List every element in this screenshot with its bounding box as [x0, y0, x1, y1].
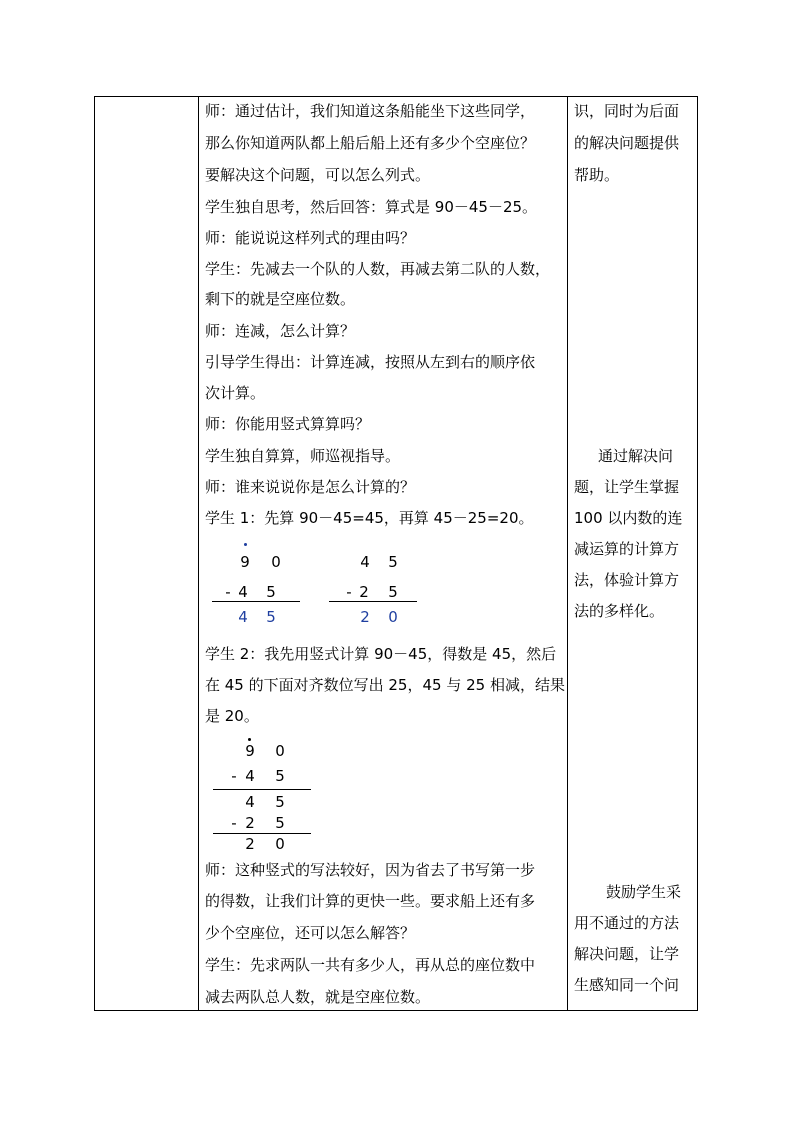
digit: 4 — [238, 583, 248, 601]
digit: 5 — [275, 814, 285, 832]
minus-sign: - — [346, 583, 352, 601]
digit: 5 — [388, 553, 398, 571]
digit: 0 — [271, 553, 281, 571]
note-line: 题，让学生掌握 — [574, 478, 680, 496]
note-line: 帮助。 — [574, 166, 620, 184]
sum-line — [329, 601, 417, 602]
note-line: 用不通过的方法 — [574, 914, 680, 932]
digit: 2 — [245, 835, 255, 853]
note-line: 法的多样化。 — [574, 602, 665, 620]
digit: 5 — [275, 793, 285, 811]
text-line: 学生 2：我先用竖式计算 90－45，得数是 45，然后 — [205, 645, 557, 663]
digit: 0 — [275, 835, 285, 853]
text-line: 学生：先减去一个队的人数，再减去第二队的人数， — [205, 260, 551, 278]
note-line: 法，体验计算方 — [574, 571, 680, 589]
digit: 2 — [359, 583, 369, 601]
text-line: 师：连减，怎么计算？ — [205, 322, 356, 340]
digit: 5 — [388, 583, 398, 601]
text-line: 在 45 的下面对齐数位写出 25，45 与 25 相减，结果 — [205, 676, 565, 694]
note-line: 识，同时为后面 — [574, 102, 680, 120]
text-line: 师：能说说这样列式的理由吗？ — [205, 229, 416, 247]
sum-line — [212, 601, 300, 602]
text-line: 师：通过估计，我们知道这条船能坐下这些同学， — [205, 102, 536, 120]
sum-line — [213, 789, 311, 790]
note-line: 鼓励学生采 — [606, 883, 682, 901]
digit: 9 — [240, 553, 250, 571]
sum-line — [213, 833, 311, 834]
text-line: 引导学生得出：计算连减，按照从左到右的顺序依 — [205, 353, 536, 371]
digit: 4 — [360, 553, 370, 571]
carry-dot — [244, 543, 247, 546]
minus-sign: - — [231, 767, 237, 785]
note-line: 减运算的计算方 — [574, 540, 680, 558]
note-line: 生感知同一个问 — [574, 976, 680, 994]
text-line: 师：你能用竖式算算吗？ — [205, 415, 371, 433]
text-line: 次计算。 — [205, 384, 266, 402]
text-line: 是 20。 — [205, 707, 259, 725]
digit: 5 — [266, 583, 276, 601]
column-divider-1 — [198, 97, 199, 1010]
result-digit: 4 — [238, 608, 248, 626]
text-line: 师：谁来说说你是怎么计算的？ — [205, 478, 416, 496]
text-line: 的得数，让我们计算的更快一些。要求船上还有多 — [205, 892, 536, 910]
text-line: 要解决这个问题，可以怎么列式。 — [205, 166, 431, 184]
text-line: 学生独自思考，然后回答：算式是 90－45－25。 — [205, 198, 538, 216]
carry-dot — [248, 738, 251, 741]
digit: 4 — [245, 793, 255, 811]
text-line: 减去两队总人数，就是空座位数。 — [205, 988, 431, 1006]
text-line: 学生：先求两队一共有多少人，再从总的座位数中 — [205, 956, 536, 974]
digit: 0 — [275, 742, 285, 760]
note-line: 100 以内数的连 — [574, 509, 683, 527]
column-divider-2 — [567, 97, 568, 1010]
digit: 9 — [245, 742, 255, 760]
result-digit: 2 — [360, 608, 370, 626]
text-line: 剩下的就是空座位数。 — [205, 290, 356, 308]
result-digit: 0 — [388, 608, 398, 626]
text-line: 少个空座位，还可以怎么解答？ — [205, 924, 416, 942]
minus-sign: - — [231, 814, 237, 832]
digit: 4 — [245, 767, 255, 785]
minus-sign: - — [225, 583, 231, 601]
text-line: 学生独自算算，师巡视指导。 — [205, 447, 401, 465]
digit: 5 — [275, 767, 285, 785]
text-line: 学生 1：先算 90－45=45，再算 45－25=20。 — [205, 509, 534, 527]
text-line: 那么你知道两队都上船后船上还有多少个空座位？ — [205, 134, 536, 152]
result-digit: 5 — [266, 608, 276, 626]
text-line: 师：这种竖式的写法较好，因为省去了书写第一步 — [205, 861, 536, 879]
note-line: 通过解决问 — [598, 447, 674, 465]
digit: 2 — [245, 814, 255, 832]
note-line: 解决问题，让学 — [574, 945, 680, 963]
note-line: 的解决问题提供 — [574, 134, 680, 152]
